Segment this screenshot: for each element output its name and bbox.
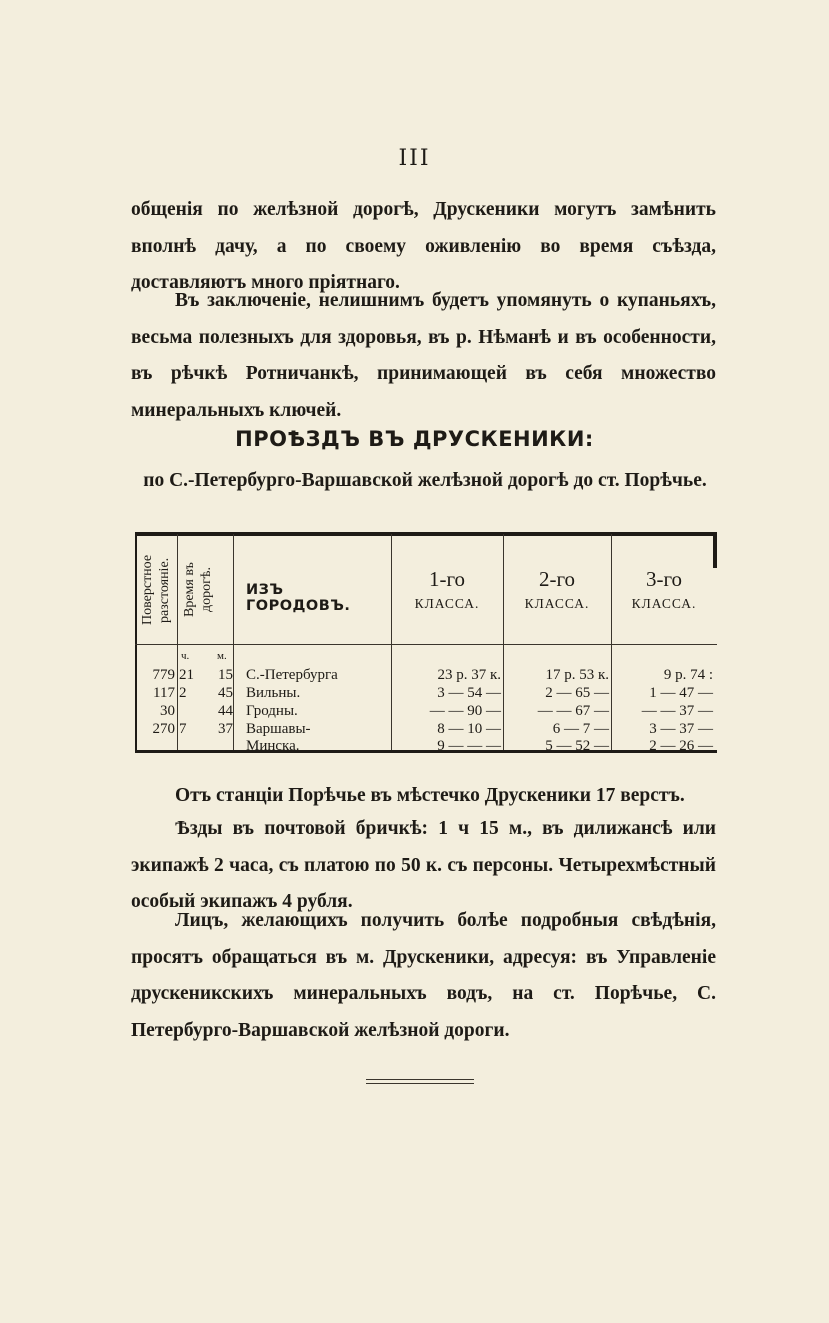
table-top-rule <box>135 532 717 536</box>
table-row <box>135 666 717 684</box>
header-class-1-number: 1-го <box>428 567 466 591</box>
header-city: ИЗЪ ГОРОДОВЪ. <box>246 582 351 614</box>
cell-class-3: 2 — 26 — <box>649 738 713 754</box>
header-class-3-label: КЛАССА. <box>631 596 697 611</box>
header-class-2-label: КЛАССА. <box>524 596 590 611</box>
paragraph-distance <box>131 778 716 815</box>
paragraph-contacts-text: Лицъ, желающихъ получить болѣе подробныя свѣдѣнія, просятъ обращаться въ м. Друскеники, адресуя: въ Управленіе друскеникскихъ минеральныхъ водъ, на ст. Порѣчье, С. Петербурго-Варшавской желѣзной дороги. <box>131 910 716 1041</box>
table-row <box>135 720 717 738</box>
cell-class-3: 1 — 47 — <box>649 685 713 701</box>
paragraph-travel-text: Ѣзды въ почтовой бричкѣ: 1 ч 15 м., въ дилижансѣ или экипажѣ 2 часа, съ платою по 50 к. съ персоны. Четырехмѣстный особый экипажъ 4 рубля. <box>131 818 716 912</box>
cell-class-2: 17 р. 53 к. <box>545 667 609 683</box>
cell-distance: 117 <box>153 685 175 701</box>
section-subheading: по С.-Петербурго-Варшавской желѣзной дорогѣ до ст. Порѣчье. <box>143 470 707 491</box>
table-row <box>135 702 717 720</box>
page-number: III <box>398 146 431 171</box>
cell-distance: 270 <box>152 721 175 737</box>
cell-city: Варшавы- <box>246 721 311 737</box>
cell-class-1: 9 — — — <box>437 738 501 754</box>
closing-ornament-rule <box>366 1083 474 1084</box>
cell-class-3: 9 р. 74 : <box>663 667 713 683</box>
cell-minutes: 15 <box>218 667 233 683</box>
table-header-rule <box>135 644 717 645</box>
cell-class-1: 3 — 54 — <box>437 685 501 701</box>
cell-class-1: 8 — 10 — <box>437 721 501 737</box>
cell-minutes: 45 <box>218 685 233 701</box>
unit-hours: ч. <box>181 650 190 662</box>
cell-class-3: 3 — 37 — <box>649 721 713 737</box>
cell-city: Гродны. <box>246 703 298 719</box>
section-heading: ПРОѢЗДЪ ВЪ ДРУСКЕНИКИ: <box>235 427 594 451</box>
header-class-2-number: 2-го <box>538 567 576 591</box>
cell-city: Вильны. <box>246 685 301 701</box>
cell-hours: 21 <box>179 667 194 683</box>
cell-distance: 30 <box>160 703 175 719</box>
cell-minutes: 44 <box>218 703 233 719</box>
cell-city: С.-Петербурга <box>246 667 338 683</box>
cell-class-3: — — 37 — <box>641 703 713 719</box>
paragraph-bathing <box>131 283 716 429</box>
header-class-2 <box>503 566 611 616</box>
cell-city: Минска. <box>246 738 300 754</box>
unit-minutes: м. <box>217 650 227 662</box>
header-time: Время въ дорогѣ. <box>182 562 214 618</box>
table-row <box>135 684 717 702</box>
cell-minutes: 37 <box>218 721 233 737</box>
cell-distance: 779 <box>152 667 175 683</box>
header-class-3 <box>611 566 717 616</box>
cell-hours: 7 <box>179 721 187 737</box>
header-class-1-label: КЛАССА. <box>414 596 480 611</box>
cell-class-2: — — 67 — <box>537 703 609 719</box>
cell-class-2: 6 — 7 — <box>552 721 609 737</box>
cell-class-2: 5 — 52 — <box>545 738 609 754</box>
paragraph-bathing-text: Въ заключеніе, нелишнимъ будетъ упомянуть о купаньяхъ, весьма полезныхъ для здоровья, въ р. Нѣманѣ и въ особенности, въ рѣчкѣ Ротничанкѣ, принимающей въ себя множество минеральныхъ ключей. <box>131 290 716 421</box>
fares-table <box>135 532 717 754</box>
cell-class-2: 2 — 65 — <box>545 685 609 701</box>
paragraph-contacts <box>131 903 716 1049</box>
table-right-rule <box>713 532 717 568</box>
header-class-3-number: 3-го <box>645 567 683 591</box>
table-row <box>135 737 717 755</box>
cell-hours: 2 <box>179 685 187 701</box>
closing-ornament-rule <box>366 1079 474 1080</box>
paragraph-distance-text: Отъ станціи Порѣчье въ мѣстечко Друскеники 17 верстъ. <box>175 785 685 806</box>
header-distance: Поверстное разстояніе. <box>140 554 172 626</box>
header-class-1 <box>391 566 503 616</box>
cell-class-1: — — 90 — <box>429 703 501 719</box>
cell-class-1: 23 р. 37 к. <box>437 667 501 683</box>
paragraph-intro-continuation: общенія по желѣзной дорогѣ, Друскеники могутъ замѣнить вполнѣ дачу, а по своему оживленію во время съѣзда, доставляютъ много пріятнаго. <box>131 199 716 293</box>
